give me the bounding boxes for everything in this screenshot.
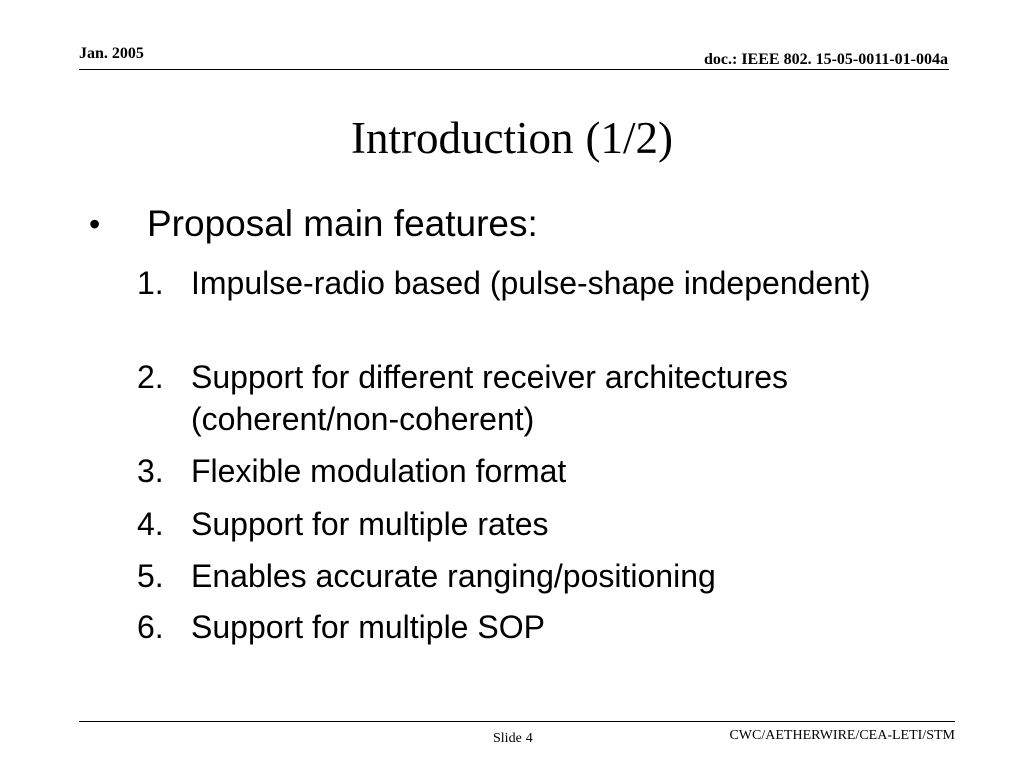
list-item-number: 4. [137, 506, 164, 542]
list-item-number: 2. [137, 359, 164, 395]
slide-title-main: Introduction [351, 113, 574, 163]
footer-slide-value: 4 [525, 731, 533, 746]
footer-organizations: CWC/AETHERWIRE/CEA-LETI/STM [729, 728, 955, 743]
slide-title [0, 111, 1024, 165]
footer-divider [79, 721, 955, 722]
list-item-number: 3. [137, 453, 164, 489]
list-item-text: Support for multiple SOP [191, 609, 545, 645]
slide-title-part: (1/2) [585, 113, 673, 163]
list-item-text: Flexible modulation format [191, 453, 567, 489]
list-item-text: Impulse-radio based (pulse-shape independent) [191, 265, 871, 301]
list-item-text: Support for different receiver architectures (coherent/non-coherent) [191, 359, 789, 437]
list-item-text: Enables accurate ranging/positioning [191, 558, 716, 594]
header-document-id: doc.: IEEE 802. 15-05-0011-01-004a [704, 51, 948, 68]
bullet-marker: • [89, 206, 101, 242]
header-divider [79, 69, 949, 70]
list-item-number: 5. [137, 558, 164, 594]
footer-slide-label: Slide [493, 731, 522, 746]
bullet-text: Proposal main features: [147, 203, 538, 244]
header-date: Jan. 2005 [79, 45, 144, 62]
list-item-text: Support for multiple rates [191, 506, 549, 542]
list-item-number: 6. [137, 609, 164, 645]
list-item-number: 1. [137, 265, 164, 301]
footer-slide-number [493, 730, 533, 748]
